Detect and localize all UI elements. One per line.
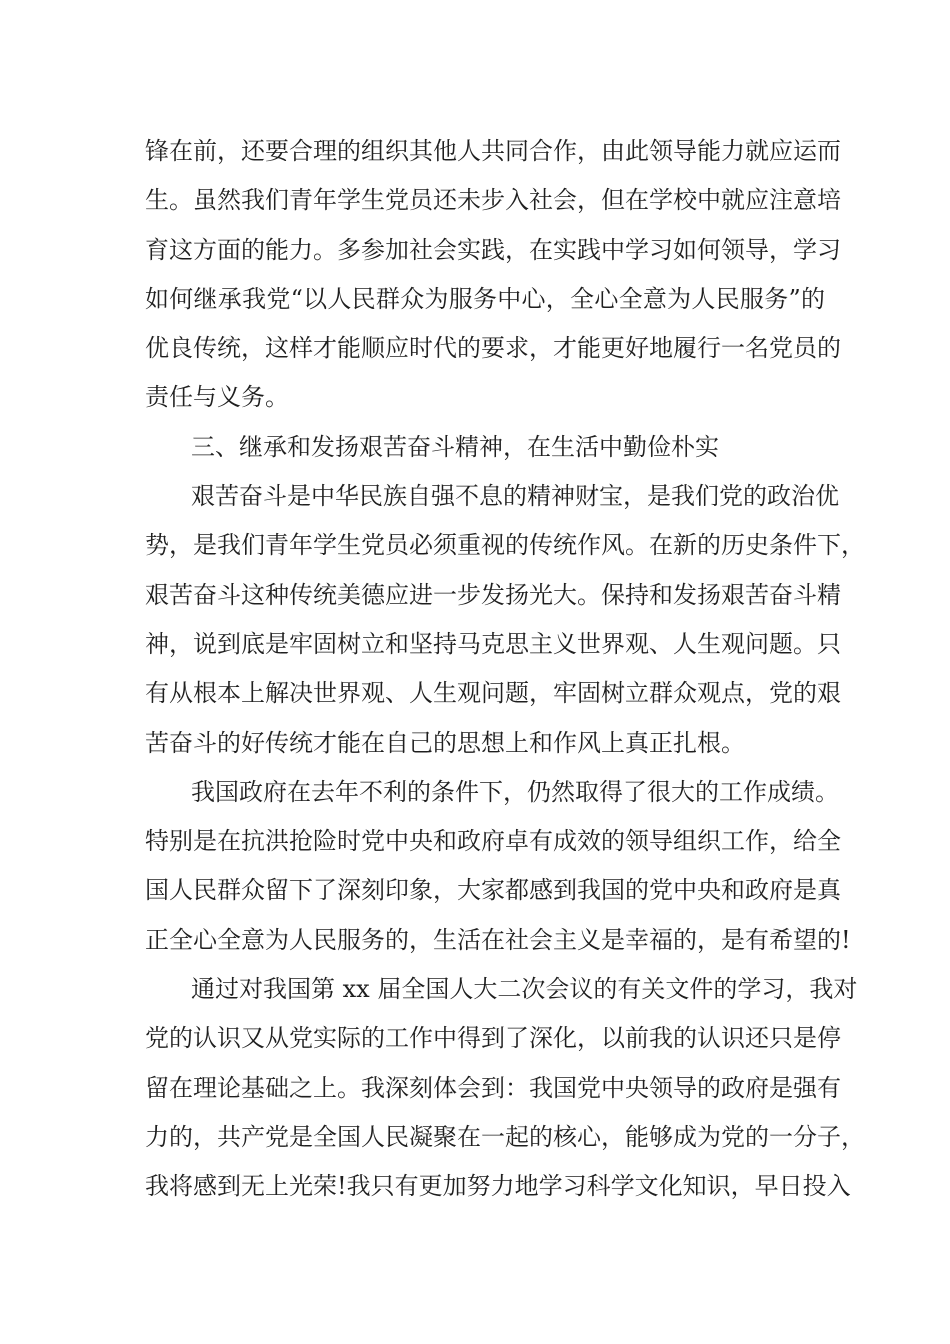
text-line: 三、继承和发扬艰苦奋斗精神，在生活中勤俭朴实 — [191, 432, 719, 461]
text-line: 苦奋斗的好传统才能在自己的思想上和作风上真正扎根。 — [145, 728, 745, 757]
text-line: 神，说到底是牢固树立和坚持马克思主义世界观、人生观问题。只 — [145, 629, 841, 658]
text-line: 艰苦奋斗这种传统美德应进一步发扬光大。保持和发扬艰苦奋斗精 — [145, 580, 841, 609]
text-line: 国人民群众留下了深刻印象，大家都感到我国的党中央和政府是真 — [145, 876, 841, 905]
text-line: 如何继承我党“以人民群众为服务中心，全心全意为人民服务”的 — [145, 284, 825, 313]
text-line: 锋在前，还要合理的组织其他人共同合作，由此领导能力就应运而 — [145, 137, 841, 165]
text-line: 留在理论基础之上。我深刻体会到：我国党中央领导的政府是强有 — [145, 1073, 841, 1102]
text-line: 党的认识又从党实际的工作中得到了深化，以前我的认识还只是停 — [145, 1024, 841, 1053]
text-line: 我国政府在去年不利的条件下，仍然取得了很大的工作成绩。 — [191, 777, 839, 806]
text-line: 势，是我们青年学生党员必须重视的传统作风。在新的历史条件下， — [145, 531, 865, 560]
text-line: 力的，共产党是全国人民凝聚在一起的核心，能够成为党的一分子， — [145, 1122, 865, 1151]
text-line: 艰苦奋斗是中华民族自强不息的精神财宝，是我们党的政治优 — [191, 482, 839, 511]
text-line: 有从根本上解决世界观、人生观问题，牢固树立群众观点，党的艰 — [145, 679, 841, 708]
text-line: 生。虽然我们青年学生党员还未步入社会，但在学校中就应注意培 — [145, 186, 841, 215]
text-line: 我将感到无上光荣!我只有更加努力地学习科学文化知识，早日投入 — [145, 1172, 851, 1201]
text-line: 正全心全意为人民服务的，生活在社会主义是幸福的，是有希望的! — [145, 925, 851, 954]
text-line: 优良传统，这样才能顺应时代的要求，才能更好地履行一名党员的 — [145, 334, 841, 363]
text-line: 特别是在抗洪抢险时党中央和政府卓有成效的领导组织工作，给全 — [145, 827, 841, 856]
text-line: 育这方面的能力。多参加社会实践，在实践中学习如何领导，学习 — [145, 235, 841, 264]
text-line: 责任与义务。 — [145, 383, 289, 412]
text-line: 通过对我国第 xx 届全国人大二次会议的有关文件的学习，我对 — [191, 975, 858, 1004]
